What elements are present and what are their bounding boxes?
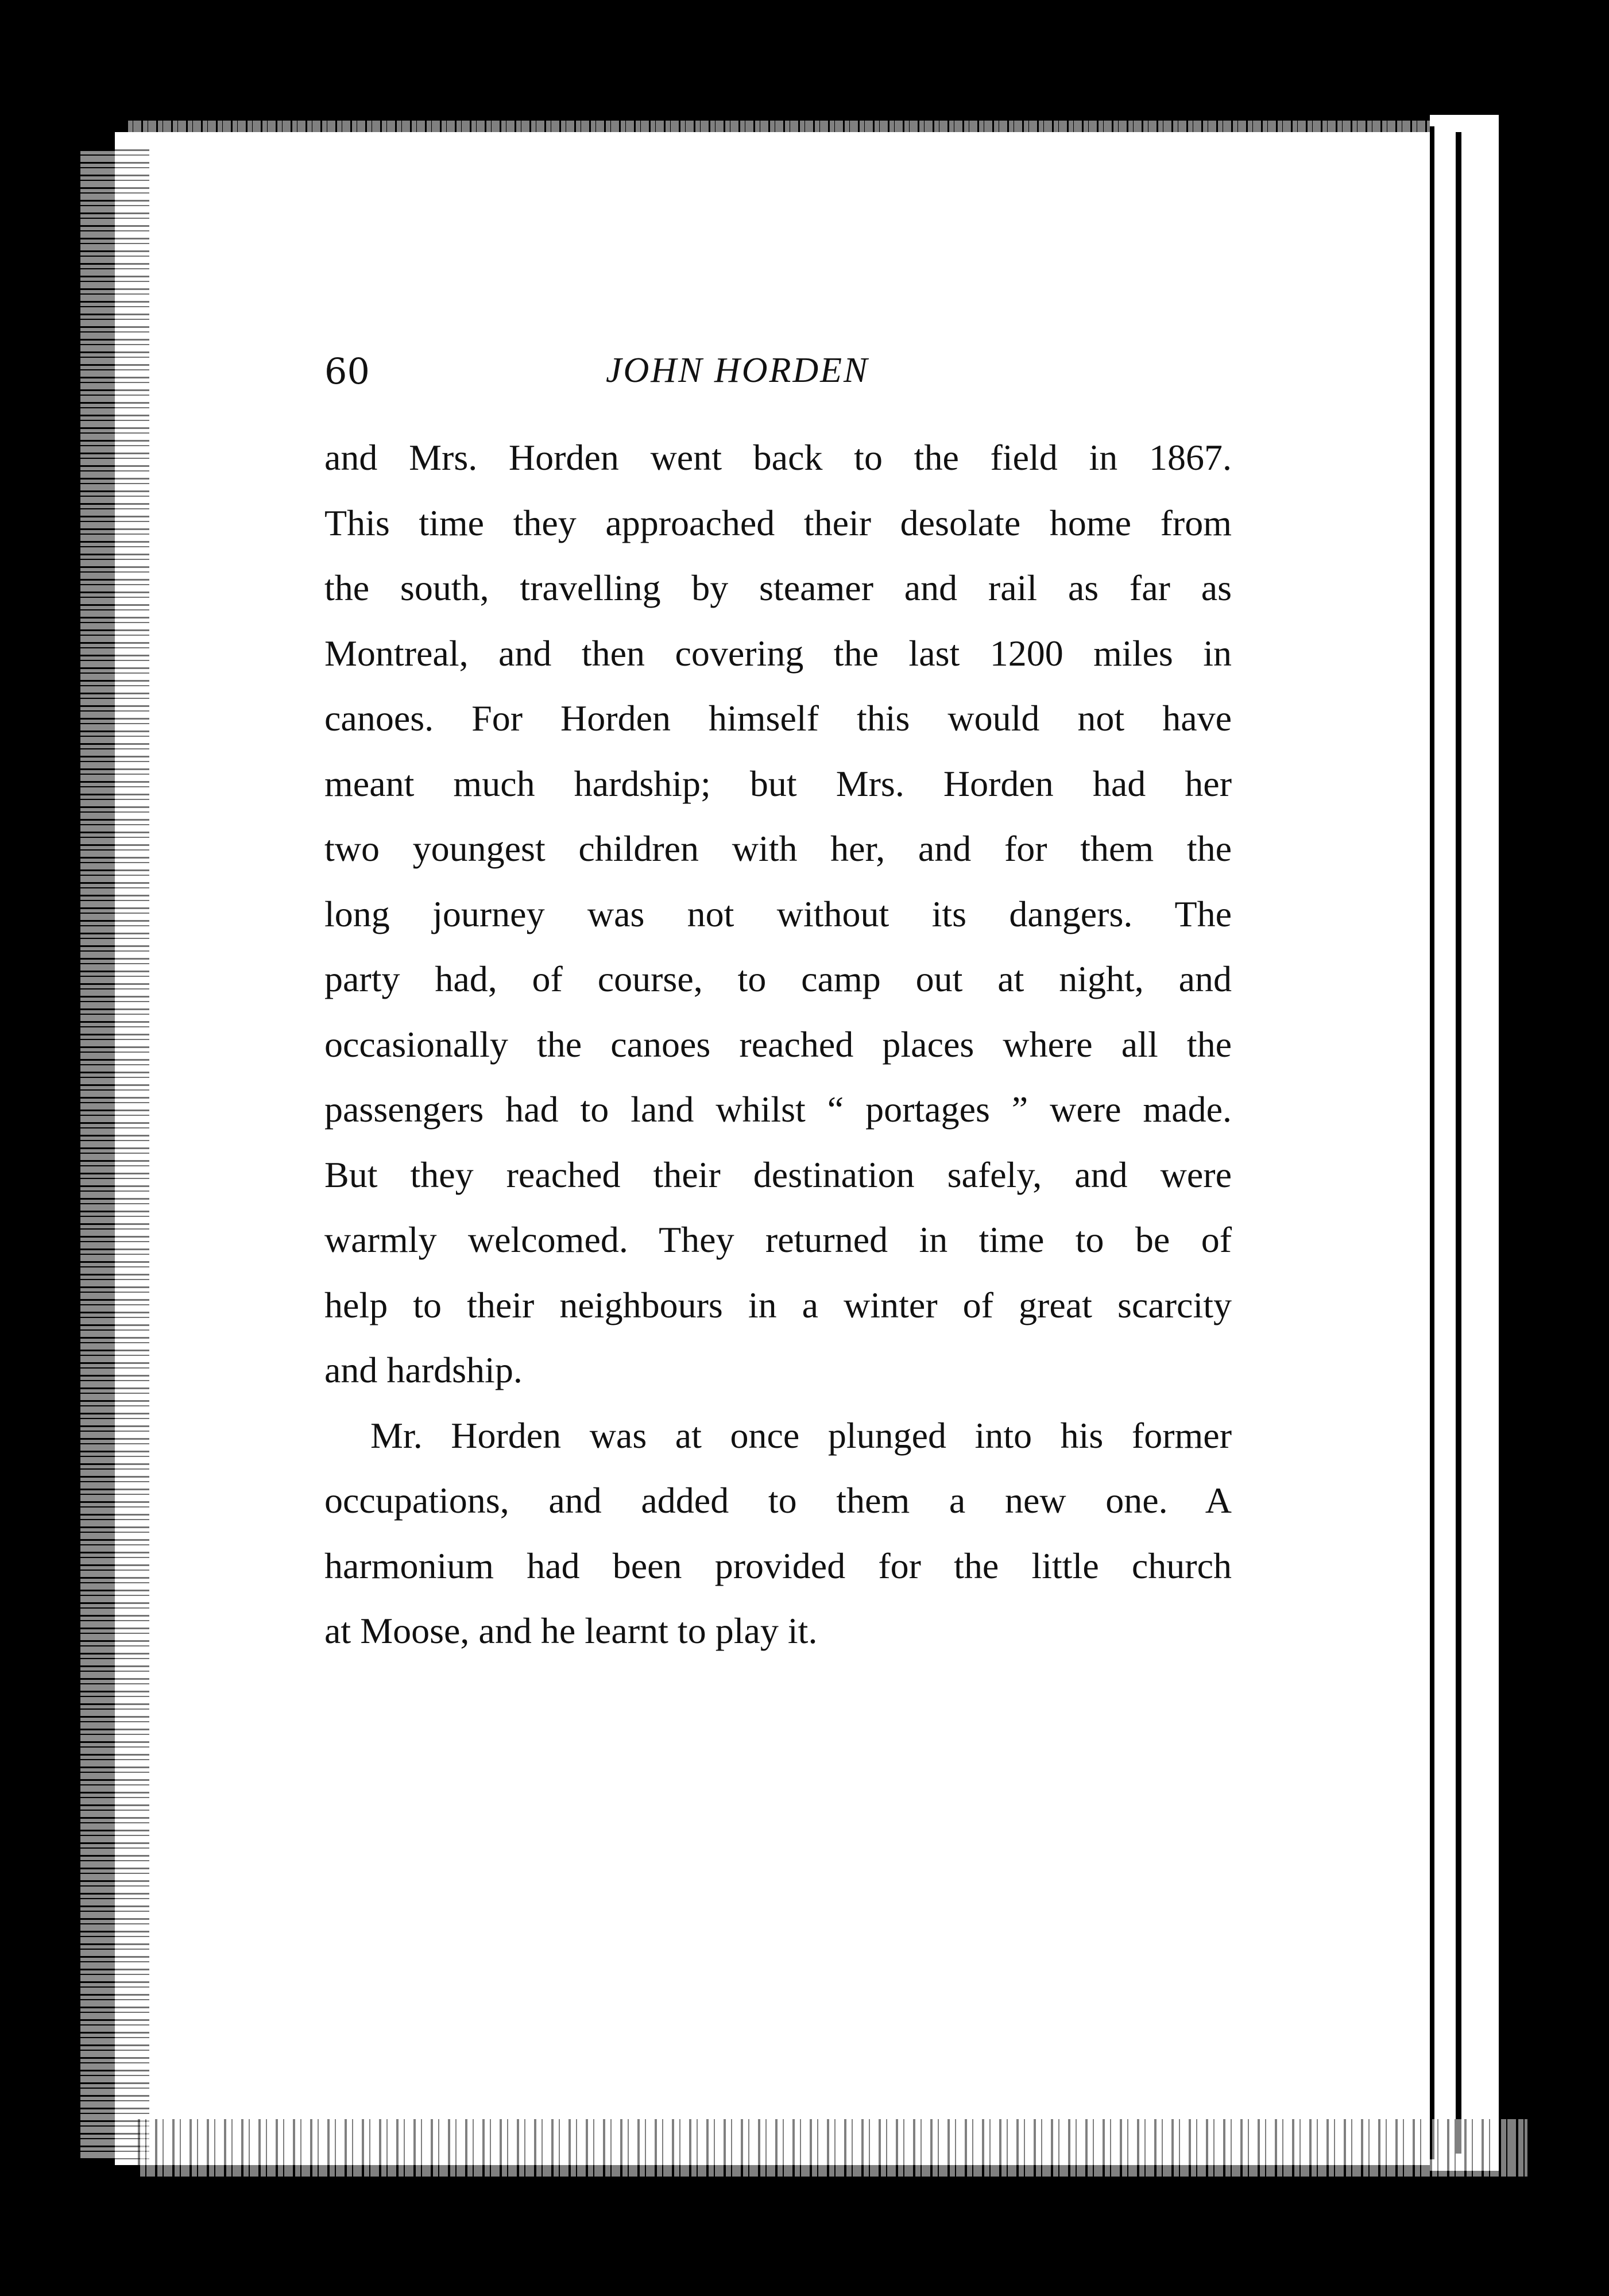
text-line: passengers had to land whilst “ portages ” were made. [324, 1089, 1232, 1130]
paragraph-1 [324, 425, 1232, 1403]
book-spine-line-outer [1456, 132, 1461, 2154]
text-line: long journey was not without its dangers. The [324, 893, 1232, 934]
page-edge-bottom [138, 2119, 1527, 2177]
text-line: the south, travelling by steamer and rail as far as [324, 567, 1232, 608]
book-spine-strip [1430, 115, 1499, 2171]
text-line: and hardship. [324, 1350, 523, 1390]
text-line: warmly welcomed. They returned in time to be of [324, 1219, 1232, 1260]
running-title: JOHN HORDEN [606, 351, 869, 390]
text-line: party had, of course, to camp out at night, and [324, 958, 1232, 999]
text-line: This time they approached their desolate home from [324, 502, 1232, 543]
text-line: canoes. For Horden himself this would not have [324, 698, 1232, 739]
body-text [324, 425, 1232, 1664]
text-line: and Mrs. Horden went back to the field in 1867. [324, 437, 1232, 478]
text-line: occasionally the canoes reached places where all the [324, 1023, 1232, 1065]
book-spine-line [1430, 126, 1434, 2159]
text-line: two youngest children with her, and for them the [324, 828, 1232, 869]
text-line: Mr. Horden was at once plunged into his former [370, 1414, 1232, 1456]
text-line: Montreal, and then covering the last 1200 miles in [324, 632, 1232, 674]
text-line: But they reached their destination safely, and were [324, 1154, 1232, 1195]
page-number: 60 [324, 350, 370, 392]
text-line: occupations, and added to them a new one. A [324, 1480, 1232, 1521]
text-line: help to their neighbours in a winter of great scarcity [324, 1284, 1232, 1325]
paragraph-2 [324, 1403, 1232, 1664]
text-line: harmonium had been provided for the little church [324, 1545, 1232, 1586]
text-line: at Moose, and he learnt to play it. [324, 1610, 818, 1651]
page-edge-left [80, 149, 149, 2159]
running-head [324, 350, 1232, 402]
text-line: meant much hardship; but Mrs. Horden had her [324, 763, 1232, 804]
